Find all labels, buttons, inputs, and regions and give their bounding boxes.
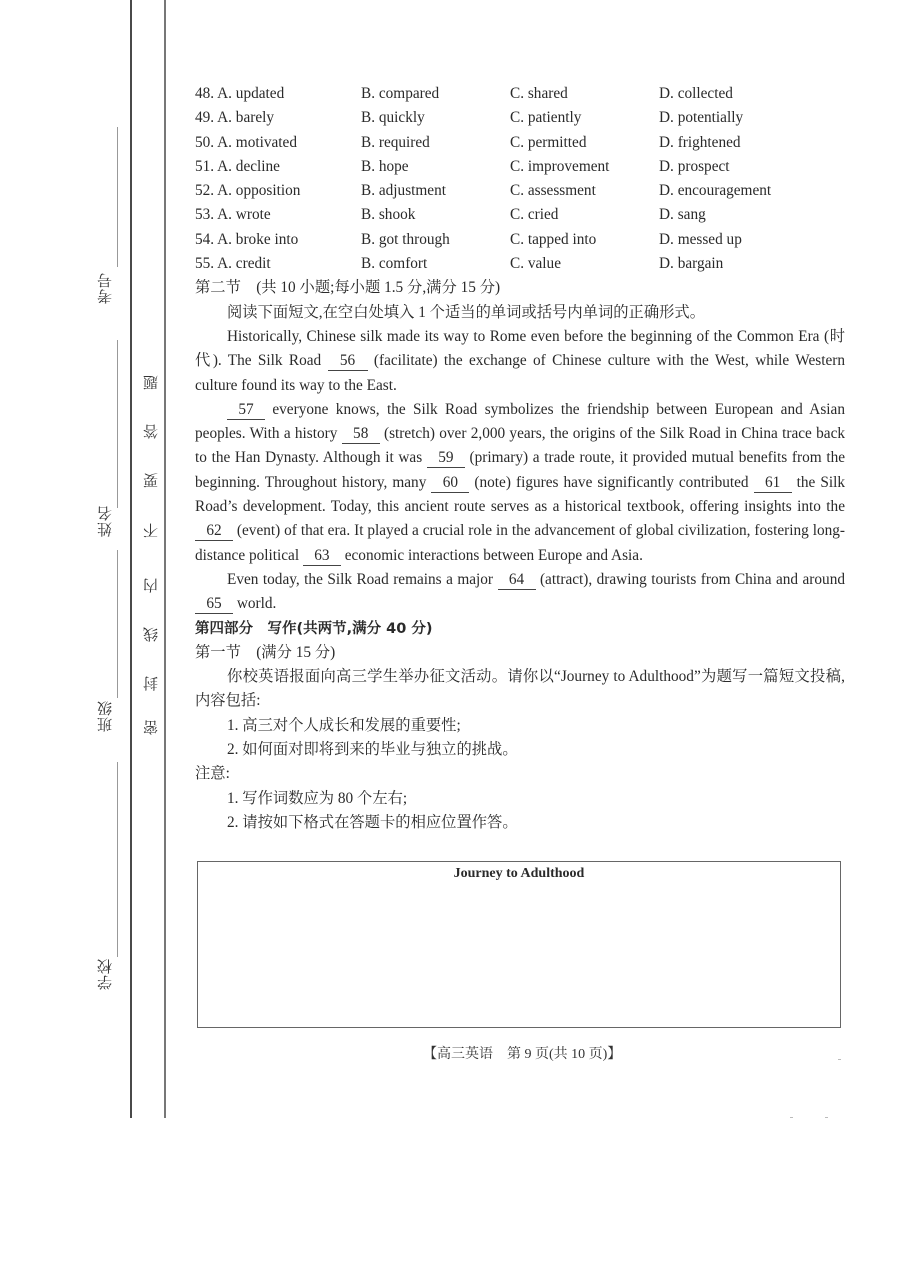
- part4-heading: 第四部分 写作(共两节,满分 40 分): [195, 620, 433, 637]
- prompt-point: 2. 如何面对即将到来的毕业与独立的挑战。: [227, 741, 518, 759]
- blank-61[interactable]: 61: [754, 474, 792, 493]
- seal-char: 不: [144, 523, 160, 538]
- writing-prompt: 你校英语报面向高三学生举办征文活动。请你以“Journey to Adulthood”为题写一篇短文投稿,内容包括:: [195, 668, 845, 710]
- seal-char: 要: [144, 473, 160, 488]
- option-row: 54. A. broke into B. got through C. tapped into D. messed up: [195, 230, 742, 248]
- section2-instruction: 阅读下面短文,在空白处填入 1 个适当的单词或括号内单词的正确形式。: [227, 303, 706, 321]
- blank-63[interactable]: 63: [303, 547, 341, 566]
- name-label: 姓名: [98, 505, 114, 537]
- option-row: 55. A. credit B. comfort C. value D. bargain: [195, 255, 724, 273]
- options-table: [195, 82, 845, 276]
- passage-paragraph-1: Historically, Chinese silk made its way to Rome even before the beginning of the Common Era (时代). The Silk Road 56 (facilitate) the exchange of Chinese culture with the West, while Western culture found its way to the East.: [195, 327, 845, 394]
- blank-56[interactable]: 56: [328, 352, 368, 371]
- page-footer: 【高三英语 第 9 页(共 10 页)】: [423, 1047, 622, 1062]
- prompt-point: 1. 高三对个人成长和发展的重要性;: [227, 716, 461, 734]
- option-row: 50. A. motivated B. required C. permitted D. frightened: [195, 133, 741, 151]
- binding-line-inner: [164, 0, 166, 1118]
- seal-char: 题: [144, 375, 160, 390]
- name-line: [117, 340, 118, 508]
- scan-speck: [790, 1117, 793, 1118]
- blank-58[interactable]: 58: [342, 425, 380, 444]
- option-row: 48. A. updated B. compared C. shared D. collected: [195, 85, 733, 102]
- passage-paragraph-3: Even today, the Silk Road remains a major 64 (attract), drawing tourists from China and around 65 world.: [195, 568, 845, 617]
- school-line: [117, 762, 118, 957]
- blank-65[interactable]: 65: [195, 595, 233, 614]
- class-line: [117, 550, 118, 698]
- blank-57[interactable]: 57: [227, 401, 265, 420]
- seal-char: 密: [144, 720, 160, 735]
- seal-char: 线: [144, 627, 160, 642]
- essay-title: Journey to Adulthood: [453, 866, 585, 881]
- essay-answer-box[interactable]: [197, 861, 841, 1028]
- option-row: 53. A. wrote B. shook C. cried D. sang: [195, 206, 706, 224]
- binding-line-outer: [130, 0, 132, 1118]
- note-item: 2. 请按如下格式在答题卡的相应位置作答。: [227, 813, 518, 831]
- blank-60[interactable]: 60: [431, 474, 469, 493]
- section2-heading: 第二节 (共 10 小题;每小题 1.5 分,满分 15 分): [195, 279, 501, 297]
- exam-number-line: [117, 127, 118, 267]
- seal-char: 内: [144, 578, 160, 593]
- school-label: 学校: [98, 958, 114, 990]
- scan-speck: [825, 1117, 828, 1118]
- passage-paragraph-2: 57 everyone knows, the Silk Road symbolizes the friendship between European and Asian peoples. With a history 58 (stretch) over 2,000 years, the origins of the Silk Road in China trace back to the Han Dynasty. Although it was 59 (primary) a trade route, it provided mutual benefits from the beginning. Throughout history, many 60 (note) figures have significantly contributed 61 the Silk Road’s development. Today, this ancient route serves as a historical textbook, offering insights into the 62 (event) of that era. It played a crucial role in the advancement of global civilization, fostering long-distance political 63 economic interactions between Europe and Asia.: [195, 400, 846, 564]
- blank-62[interactable]: 62: [195, 522, 233, 541]
- blank-64[interactable]: 64: [498, 571, 536, 590]
- notes-label: 注意:: [195, 765, 230, 783]
- option-row: 52. A. opposition B. adjustment C. assessment D. encouragement: [195, 182, 772, 200]
- scan-speck: [838, 1059, 841, 1060]
- seal-char: 封: [144, 676, 160, 691]
- option-row: 51. A. decline B. hope C. improvement D. prospect: [195, 157, 730, 175]
- class-label: 班级: [98, 700, 114, 732]
- page-content: [195, 82, 845, 835]
- exam-number-label: 考号: [98, 272, 114, 304]
- blank-59[interactable]: 59: [427, 449, 465, 468]
- note-item: 1. 写作词数应为 80 个左右;: [227, 789, 408, 807]
- seal-char: 答: [144, 424, 160, 439]
- option-row: 49. A. barely B. quickly C. patiently D. potentially: [195, 109, 744, 127]
- part4-section1-heading: 第一节 (满分 15 分): [195, 643, 336, 661]
